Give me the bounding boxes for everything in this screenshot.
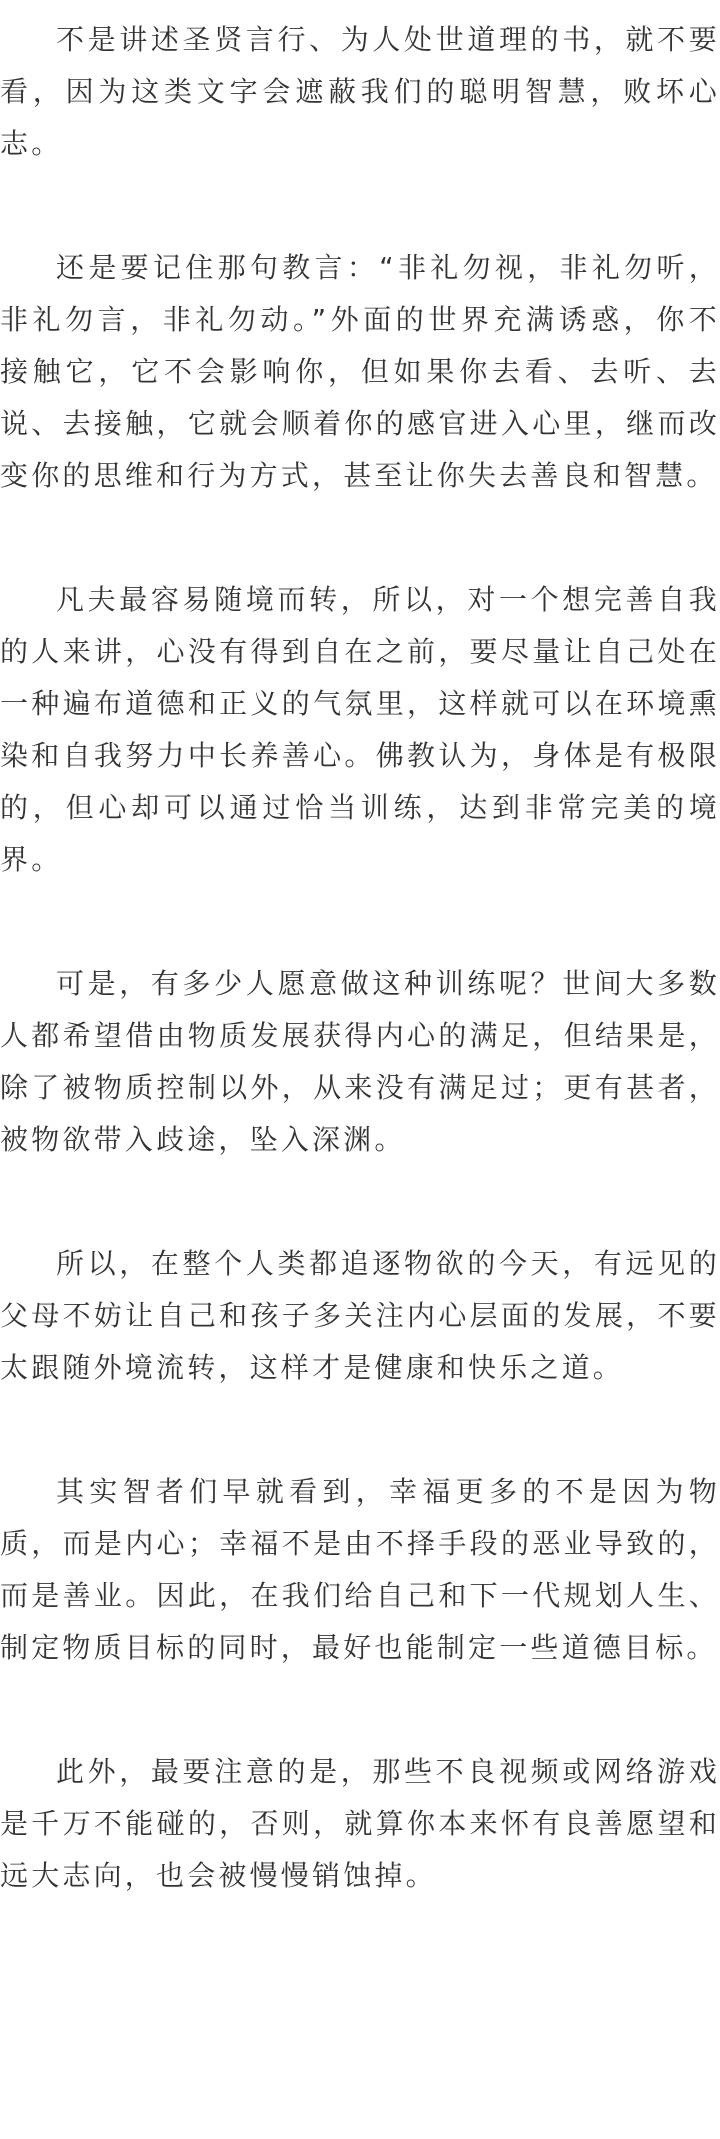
paragraph-1: 不是讲述圣贤言行、为人处世道理的书，就不要看，因为这类文字会遮蔽我们的聪明智慧，败坏心志。 [0, 23, 720, 160]
paragraph-3: 凡夫最容易随境而转，所以，对一个想完善自我的人来讲，心没有得到自在之前，要尽量让自己处在一种遍布道德和正义的气氛里，这样就可以在环境熏染和自我努力中长养善心。佛教认为，身体是有极限的，但心却可以通过恰当训练，达到非常完美的境界。 [0, 583, 720, 876]
paragraph-6: 其实智者们早就看到，幸福更多的不是因为物质，而是内心；幸福不是由不择手段的恶业导致的，而是善业。因此，在我们给自己和下一代规划人生、制定物质目标的同时，最好也能制定一些道德目标。 [0, 1475, 720, 1664]
paragraph-2: 还是要记住那句教言：“非礼勿视，非礼勿听，非礼勿言，非礼勿动。”外面的世界充满诱惑，你不接触它，它不会影响你，但如果你去看、去听、去说、去接触，它就会顺着你的感官进入心里，继而改变你的思维和行为方式，甚至让你失去善良和智慧。 [0, 251, 720, 492]
paragraph-7: 此外，最要注意的是，那些不良视频或网络游戏是千万不能碰的，否则，就算你本来怀有良善愿望和远大志向，也会被慢慢销蚀掉。 [0, 1755, 720, 1892]
paragraph-4: 可是，有多少人愿意做这种训练呢？世间大多数人都希望借由物质发展获得内心的满足，但结果是，除了被物质控制以外，从来没有满足过；更有甚者，被物欲带入歧途，坠入深渊。 [0, 967, 720, 1156]
paragraph-5: 所以，在整个人类都追逐物欲的今天，有远见的父母不妨让自己和孩子多关注内心层面的发展，不要太跟随外境流转，这样才是健康和快乐之道。 [0, 1247, 720, 1384]
